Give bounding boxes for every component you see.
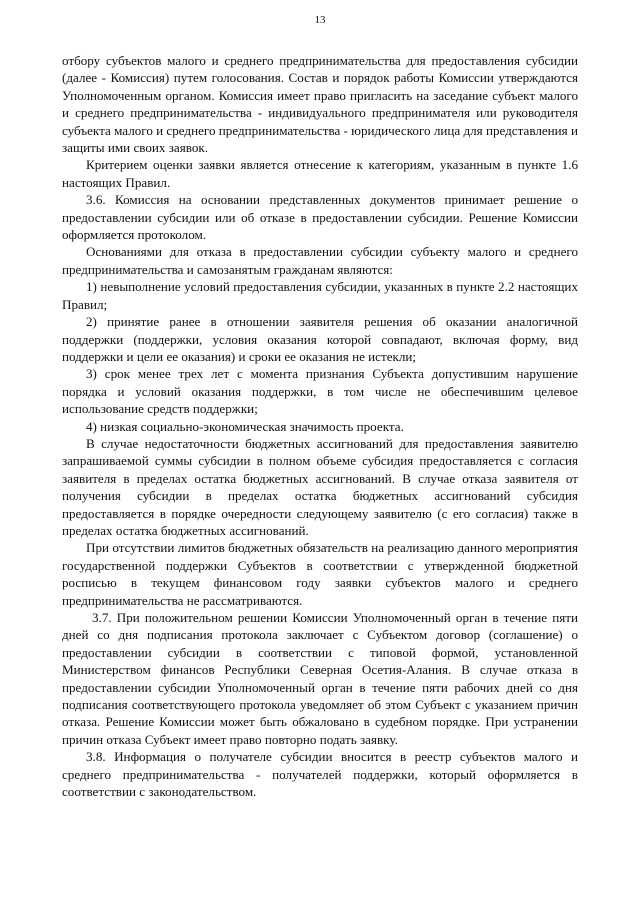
document-body — [62, 52, 578, 800]
paragraph-clause-3-6: 3.6. Комиссия на основании представленных документов принимает решение о предоставлении субсидии или об отказе в предоставлении субсидии. Решение Комиссии оформляется протоколом. — [62, 192, 578, 243]
paragraph-no-budget-limits: При отсутствии лимитов бюджетных обязательств на реализацию данного мероприятия государственной поддержки Субъектов в соответствии с утвержденной бюджетной росписью в текущем финансовом году заявки субъектов малого и среднего предпринимательства не рассматриваются. — [62, 540, 578, 608]
paragraph-insufficient-budget: В случае недостаточности бюджетных ассигнований для предоставления заявителю запрашиваемой суммы субсидии в полном объеме субсидия предоставляется с согласия заявителя в пределах остатка бюджетных ассигнований. В случае отказа заявителя от получения субсидии в пределах остатка бюджетных ассигнований субсидия предоставляется в порядке очередности следующему заявителю (с его согласия) также в пределах остатка бюджетных ассигнований. — [62, 435, 578, 538]
paragraph-refusal-grounds-intro: Основаниями для отказа в предоставлении субсидии субъекту малого и среднего предпринимательства и самозанятым гражданам являются: — [62, 244, 578, 277]
paragraph-evaluation-criterion: Критерием оценки заявки является отнесение к категориям, указанным в пункте 1.6 настоящих Правил. — [62, 157, 578, 190]
paragraph-commission-composition: отбору субъектов малого и среднего предпринимательства для предоставления субсидии (далее - Комиссия) путем голосования. Состав и порядок работы Комиссии утверждаются Уполномоченным органом. Комиссия имеет право пригласить на заседание субъект малого и среднего предпринимательства - индивидуального предпринимателя или руководителя субъекта малого и среднего предпринимательства - юридического лица для представления и защиты ими своих заявок. — [62, 53, 578, 156]
list-item-refusal-3: 3) срок менее трех лет с момента признания Субъекта допустившим нарушение порядка и условий оказания поддержки, в том числе не обеспечившим целевое использование средств поддержки; — [62, 366, 578, 417]
list-item-refusal-2: 2) принятие ранее в отношении заявителя решения об оказании аналогичной поддержки (поддержки, условия оказания которой совпадают, включая форму, вид поддержки и цели ее оказания) и сроки ее оказания не истекли; — [62, 314, 578, 364]
paragraph-clause-3-7: 3.7. При положительном решении Комиссии Уполномоченный орган в течение пяти дней со дня подписания протокола заключает с Субъектом договор (соглашение) о предоставлении субсидии в соответствии с типовой формой, установленной Министерством финансов Республики Северная Осетия-Алания. В случае отказа в предоставлении субсидии Уполномоченный орган в течение пяти рабочих дней со дня подписания соответствующего протокола уведомляет об этом Субъект с указанием причин отказа. Решение Комиссии может быть обжаловано в судебном порядке. При устранении причин отказа Субъект имеет право повторно подать заявку. — [62, 610, 578, 747]
list-item-refusal-1: 1) невыполнение условий предоставления субсидии, указанных в пункте 2.2 настоящих Правил; — [62, 279, 578, 312]
list-item-refusal-4: 4) низкая социально-экономическая значимость проекта. — [86, 418, 404, 434]
page-number: 13 — [314, 14, 326, 26]
paragraph-clause-3-8: 3.8. Информация о получателе субсидии вносится в реестр субъектов малого и среднего предпринимательства - получателей поддержки, который оформляется в соответствии с законодательством. — [62, 749, 578, 800]
